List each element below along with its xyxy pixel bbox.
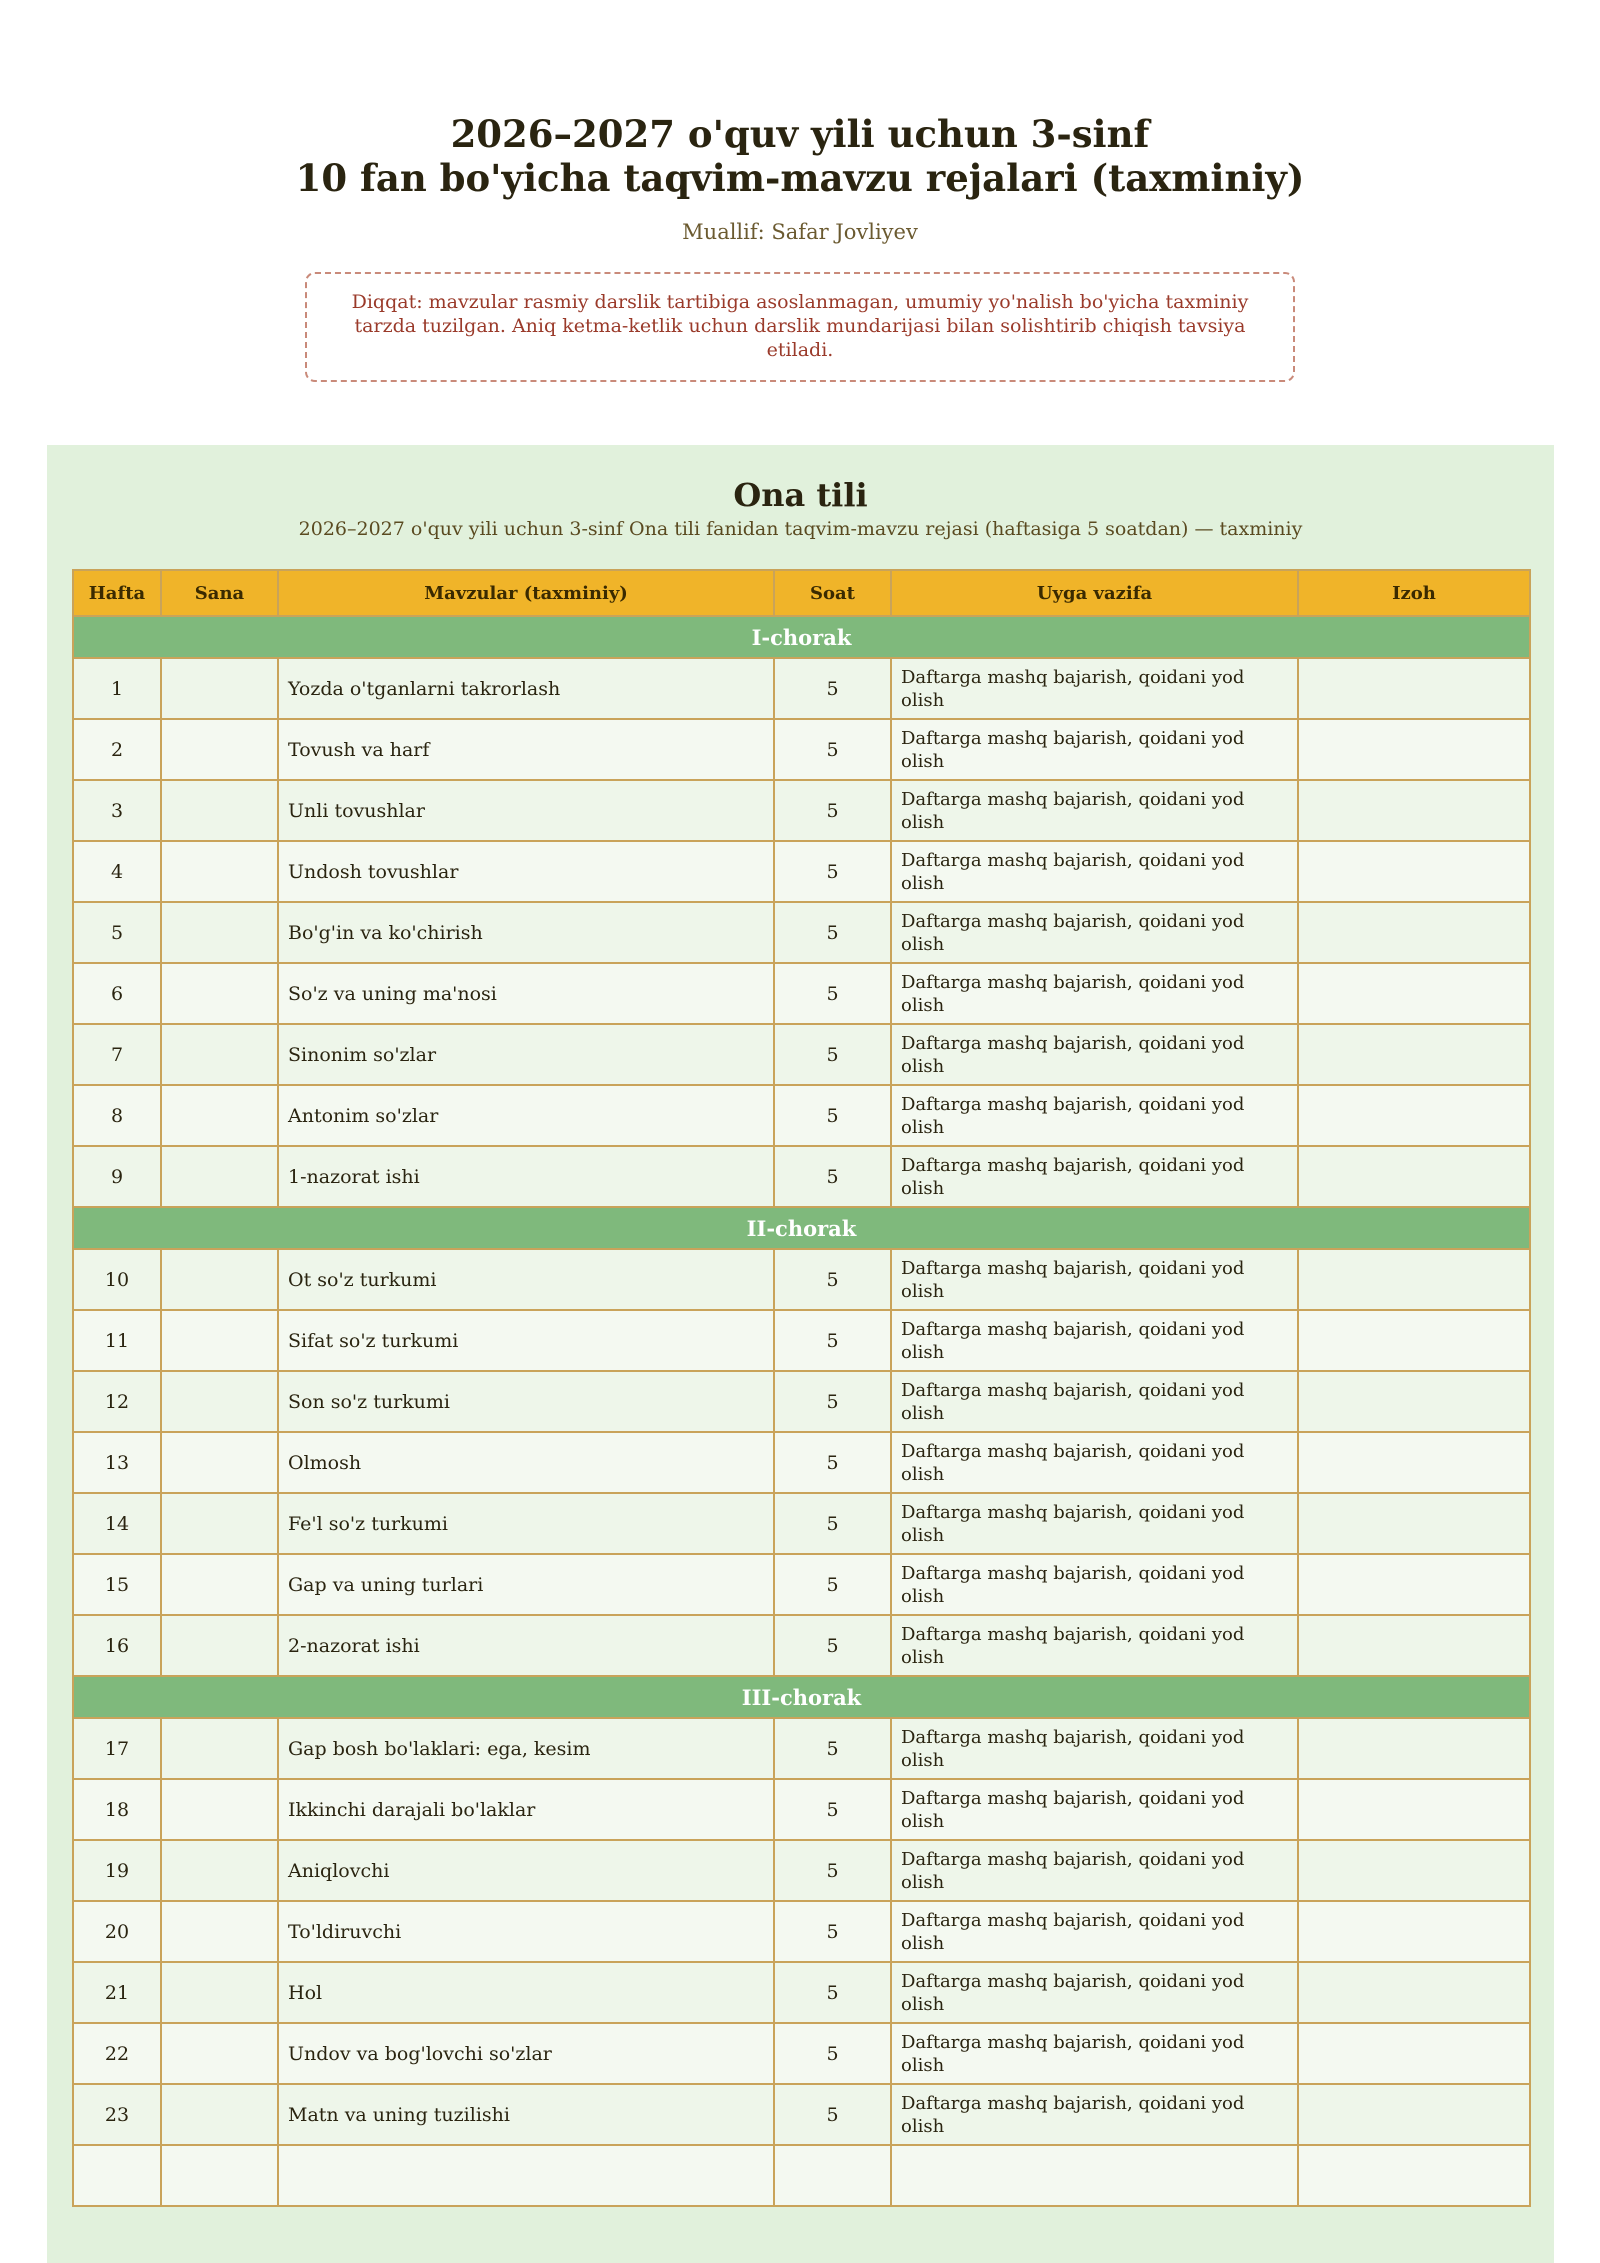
col-header-date: Sana bbox=[161, 570, 278, 616]
date-cell bbox=[161, 2023, 278, 2084]
homework-cell: Daftarga mashq bajarish, qoidani yod olish bbox=[891, 1493, 1298, 1554]
date-cell bbox=[161, 2145, 278, 2206]
hours-cell: 5 bbox=[774, 1554, 891, 1615]
hours-cell: 5 bbox=[774, 2084, 891, 2145]
date-cell bbox=[161, 841, 278, 902]
note-cell bbox=[1298, 902, 1530, 963]
term-label: III-chorak bbox=[73, 1676, 1530, 1718]
week-cell: 2 bbox=[73, 719, 161, 780]
document-header bbox=[0, 112, 1600, 244]
week-cell: 13 bbox=[73, 1432, 161, 1493]
table-row bbox=[73, 780, 1530, 841]
week-cell: 17 bbox=[73, 1718, 161, 1779]
note-cell bbox=[1298, 1962, 1530, 2023]
hours-cell: 5 bbox=[774, 1962, 891, 2023]
homework-cell: Daftarga mashq bajarish, qoidani yod olish bbox=[891, 1901, 1298, 1962]
homework-cell: Daftarga mashq bajarish, qoidani yod olish bbox=[891, 1024, 1298, 1085]
note-cell bbox=[1298, 1840, 1530, 1901]
term-label: II-chorak bbox=[73, 1207, 1530, 1249]
table-row bbox=[73, 1779, 1530, 1840]
date-cell bbox=[161, 1432, 278, 1493]
note-cell bbox=[1298, 1371, 1530, 1432]
homework-cell: Daftarga mashq bajarish, qoidani yod olish bbox=[891, 1085, 1298, 1146]
table-row bbox=[73, 1554, 1530, 1615]
date-cell bbox=[161, 963, 278, 1024]
homework-cell: Daftarga mashq bajarish, qoidani yod olish bbox=[891, 2084, 1298, 2145]
table-body bbox=[73, 616, 1530, 2206]
week-cell: 12 bbox=[73, 1371, 161, 1432]
note-cell bbox=[1298, 1901, 1530, 1962]
date-cell bbox=[161, 1249, 278, 1310]
week-cell: 19 bbox=[73, 1840, 161, 1901]
col-header-week: Hafta bbox=[73, 570, 161, 616]
hours-cell: 5 bbox=[774, 1146, 891, 1207]
note-cell bbox=[1298, 719, 1530, 780]
hours-cell: 5 bbox=[774, 1249, 891, 1310]
date-cell bbox=[161, 719, 278, 780]
note-cell bbox=[1298, 780, 1530, 841]
hours-cell: 5 bbox=[774, 1493, 891, 1554]
table-row bbox=[73, 1371, 1530, 1432]
hours-cell: 5 bbox=[774, 1371, 891, 1432]
homework-cell: Daftarga mashq bajarish, qoidani yod olish bbox=[891, 963, 1298, 1024]
hours-cell: 5 bbox=[774, 1718, 891, 1779]
topic-cell: Sinonim so'zlar bbox=[278, 1024, 774, 1085]
note-cell bbox=[1298, 1024, 1530, 1085]
week-cell: 1 bbox=[73, 658, 161, 719]
note-cell bbox=[1298, 2023, 1530, 2084]
topic-cell: Undov va bog'lovchi so'zlar bbox=[278, 2023, 774, 2084]
table-row bbox=[73, 1146, 1530, 1207]
hours-cell: 5 bbox=[774, 1840, 891, 1901]
date-cell bbox=[161, 1615, 278, 1676]
homework-cell: Daftarga mashq bajarish, qoidani yod olish bbox=[891, 841, 1298, 902]
subject-title: Ona tili bbox=[733, 476, 868, 514]
table-row bbox=[73, 1085, 1530, 1146]
table-row bbox=[73, 1024, 1530, 1085]
topic-cell: Aniqlovchi bbox=[278, 1840, 774, 1901]
date-cell bbox=[161, 1901, 278, 1962]
topic-cell bbox=[278, 2145, 774, 2206]
topic-cell: 2-nazorat ishi bbox=[278, 1615, 774, 1676]
table-row bbox=[73, 1310, 1530, 1371]
topic-cell: Unli tovushlar bbox=[278, 780, 774, 841]
note-cell bbox=[1298, 1146, 1530, 1207]
note-cell bbox=[1298, 1493, 1530, 1554]
week-cell bbox=[73, 2145, 161, 2206]
week-cell: 22 bbox=[73, 2023, 161, 2084]
homework-cell: Daftarga mashq bajarish, qoidani yod olish bbox=[891, 1718, 1298, 1779]
hours-cell: 5 bbox=[774, 841, 891, 902]
plan-table bbox=[72, 569, 1531, 2207]
topic-cell: Hol bbox=[278, 1962, 774, 2023]
table-row bbox=[73, 719, 1530, 780]
date-cell bbox=[161, 1718, 278, 1779]
table-row bbox=[73, 1615, 1530, 1676]
document-title bbox=[0, 112, 1600, 200]
table-row bbox=[73, 1962, 1530, 2023]
hours-cell: 5 bbox=[774, 1432, 891, 1493]
title-line-1: 2026–2027 o'quv yili uchun 3-sinf bbox=[450, 112, 1150, 156]
disclaimer-notice: Diqqat: mavzular rasmiy darslik tartibiga asoslanmagan, umumiy yo'nalish bo'yicha taxminiy tarzda tuzilgan. Aniq ketma-ketlik uchun darslik mundarijasi bilan solishtirib chiqish tavsiya etiladi. bbox=[305, 272, 1295, 382]
date-cell bbox=[161, 1085, 278, 1146]
homework-cell: Daftarga mashq bajarish, qoidani yod olish bbox=[891, 1779, 1298, 1840]
date-cell bbox=[161, 1310, 278, 1371]
table-row bbox=[73, 2084, 1530, 2145]
date-cell bbox=[161, 780, 278, 841]
note-cell bbox=[1298, 1249, 1530, 1310]
note-cell bbox=[1298, 1310, 1530, 1371]
week-cell: 5 bbox=[73, 902, 161, 963]
hours-cell: 5 bbox=[774, 658, 891, 719]
note-cell bbox=[1298, 658, 1530, 719]
homework-cell: Daftarga mashq bajarish, qoidani yod olish bbox=[891, 2023, 1298, 2084]
homework-cell: Daftarga mashq bajarish, qoidani yod olish bbox=[891, 1371, 1298, 1432]
topic-cell: 1-nazorat ishi bbox=[278, 1146, 774, 1207]
topic-cell: Ot so'z turkumi bbox=[278, 1249, 774, 1310]
term-label: I-chorak bbox=[73, 616, 1530, 658]
hours-cell: 5 bbox=[774, 1615, 891, 1676]
topic-cell: So'z va uning ma'nosi bbox=[278, 963, 774, 1024]
homework-cell: Daftarga mashq bajarish, qoidani yod olish bbox=[891, 1249, 1298, 1310]
topic-cell: Tovush va harf bbox=[278, 719, 774, 780]
homework-cell: Daftarga mashq bajarish, qoidani yod olish bbox=[891, 1432, 1298, 1493]
homework-cell: Daftarga mashq bajarish, qoidani yod olish bbox=[891, 1310, 1298, 1371]
topic-cell: Sifat so'z turkumi bbox=[278, 1310, 774, 1371]
week-cell: 4 bbox=[73, 841, 161, 902]
topic-cell: Yozda o'tganlarni takrorlash bbox=[278, 658, 774, 719]
week-cell: 18 bbox=[73, 1779, 161, 1840]
hours-cell: 5 bbox=[774, 1310, 891, 1371]
table-row bbox=[73, 658, 1530, 719]
note-cell bbox=[1298, 1615, 1530, 1676]
table-row bbox=[73, 1718, 1530, 1779]
term-row bbox=[73, 616, 1530, 658]
date-cell bbox=[161, 658, 278, 719]
note-cell bbox=[1298, 1718, 1530, 1779]
topic-cell: Undosh tovushlar bbox=[278, 841, 774, 902]
title-line-2: 10 fan bo'yicha taqvim-mavzu rejalari (taxminiy) bbox=[295, 156, 1305, 200]
table-row bbox=[73, 841, 1530, 902]
week-cell: 8 bbox=[73, 1085, 161, 1146]
topic-cell: Gap bosh bo'laklari: ega, kesim bbox=[278, 1718, 774, 1779]
hours-cell: 5 bbox=[774, 1085, 891, 1146]
week-cell: 16 bbox=[73, 1615, 161, 1676]
subject-section bbox=[47, 445, 1554, 2263]
week-cell: 21 bbox=[73, 1962, 161, 2023]
table-row bbox=[73, 1432, 1530, 1493]
hours-cell: 5 bbox=[774, 902, 891, 963]
topic-cell: To'ldiruvchi bbox=[278, 1901, 774, 1962]
homework-cell: Daftarga mashq bajarish, qoidani yod olish bbox=[891, 719, 1298, 780]
topic-cell: Bo'g'in va ko'chirish bbox=[278, 902, 774, 963]
week-cell: 9 bbox=[73, 1146, 161, 1207]
date-cell bbox=[161, 1371, 278, 1432]
table-row bbox=[73, 963, 1530, 1024]
table-row bbox=[73, 1493, 1530, 1554]
date-cell bbox=[161, 1779, 278, 1840]
hours-cell: 5 bbox=[774, 2023, 891, 2084]
hours-cell: 5 bbox=[774, 780, 891, 841]
homework-cell bbox=[891, 2145, 1298, 2206]
hours-cell: 5 bbox=[774, 719, 891, 780]
hours-cell bbox=[774, 2145, 891, 2206]
date-cell bbox=[161, 902, 278, 963]
topic-cell: Son so'z turkumi bbox=[278, 1371, 774, 1432]
date-cell bbox=[161, 1962, 278, 2023]
date-cell bbox=[161, 1840, 278, 1901]
term-row bbox=[73, 1676, 1530, 1718]
topic-cell: Olmosh bbox=[278, 1432, 774, 1493]
topic-cell: Antonim so'zlar bbox=[278, 1085, 774, 1146]
table-row bbox=[73, 1901, 1530, 1962]
note-cell bbox=[1298, 841, 1530, 902]
topic-cell: Matn va uning tuzilishi bbox=[278, 2084, 774, 2145]
hours-cell: 5 bbox=[774, 1779, 891, 1840]
homework-cell: Daftarga mashq bajarish, qoidani yod olish bbox=[891, 1962, 1298, 2023]
date-cell bbox=[161, 1024, 278, 1085]
hours-cell: 5 bbox=[774, 963, 891, 1024]
homework-cell: Daftarga mashq bajarish, qoidani yod olish bbox=[891, 1554, 1298, 1615]
hours-cell: 5 bbox=[774, 1901, 891, 1962]
week-cell: 23 bbox=[73, 2084, 161, 2145]
homework-cell: Daftarga mashq bajarish, qoidani yod olish bbox=[891, 1840, 1298, 1901]
homework-cell: Daftarga mashq bajarish, qoidani yod olish bbox=[891, 1615, 1298, 1676]
week-cell: 6 bbox=[73, 963, 161, 1024]
week-cell: 7 bbox=[73, 1024, 161, 1085]
author-line: Muallif: Safar Jovliyev bbox=[682, 220, 918, 244]
homework-cell: Daftarga mashq bajarish, qoidani yod olish bbox=[891, 1146, 1298, 1207]
note-cell bbox=[1298, 2084, 1530, 2145]
table-row bbox=[73, 2145, 1530, 2206]
week-cell: 15 bbox=[73, 1554, 161, 1615]
note-cell bbox=[1298, 1779, 1530, 1840]
week-cell: 10 bbox=[73, 1249, 161, 1310]
note-cell bbox=[1298, 1432, 1530, 1493]
col-header-homework: Uyga vazifa bbox=[891, 570, 1298, 616]
hours-cell: 5 bbox=[774, 1024, 891, 1085]
topic-cell: Ikkinchi darajali bo'laklar bbox=[278, 1779, 774, 1840]
table-row bbox=[73, 2023, 1530, 2084]
col-header-topic: Mavzular (taxminiy) bbox=[278, 570, 774, 616]
week-cell: 3 bbox=[73, 780, 161, 841]
table-row bbox=[73, 1249, 1530, 1310]
table-row bbox=[73, 902, 1530, 963]
homework-cell: Daftarga mashq bajarish, qoidani yod olish bbox=[891, 902, 1298, 963]
note-cell bbox=[1298, 1554, 1530, 1615]
col-header-hours: Soat bbox=[774, 570, 891, 616]
date-cell bbox=[161, 2084, 278, 2145]
date-cell bbox=[161, 1493, 278, 1554]
week-cell: 20 bbox=[73, 1901, 161, 1962]
note-cell bbox=[1298, 1085, 1530, 1146]
col-header-note: Izoh bbox=[1298, 570, 1530, 616]
date-cell bbox=[161, 1554, 278, 1615]
subject-subtitle: 2026–2027 o'quv yili uchun 3-sinf Ona tili fanidan taqvim-mavzu rejasi (haftasiga 5 soatdan) — taxminiy bbox=[298, 518, 1303, 540]
week-cell: 14 bbox=[73, 1493, 161, 1554]
table-header-row bbox=[73, 570, 1530, 616]
term-row bbox=[73, 1207, 1530, 1249]
topic-cell: Fe'l so'z turkumi bbox=[278, 1493, 774, 1554]
week-cell: 11 bbox=[73, 1310, 161, 1371]
homework-cell: Daftarga mashq bajarish, qoidani yod olish bbox=[891, 780, 1298, 841]
homework-cell: Daftarga mashq bajarish, qoidani yod olish bbox=[891, 658, 1298, 719]
topic-cell: Gap va uning turlari bbox=[278, 1554, 774, 1615]
note-cell bbox=[1298, 963, 1530, 1024]
date-cell bbox=[161, 1146, 278, 1207]
table-row bbox=[73, 1840, 1530, 1901]
note-cell bbox=[1298, 2145, 1530, 2206]
